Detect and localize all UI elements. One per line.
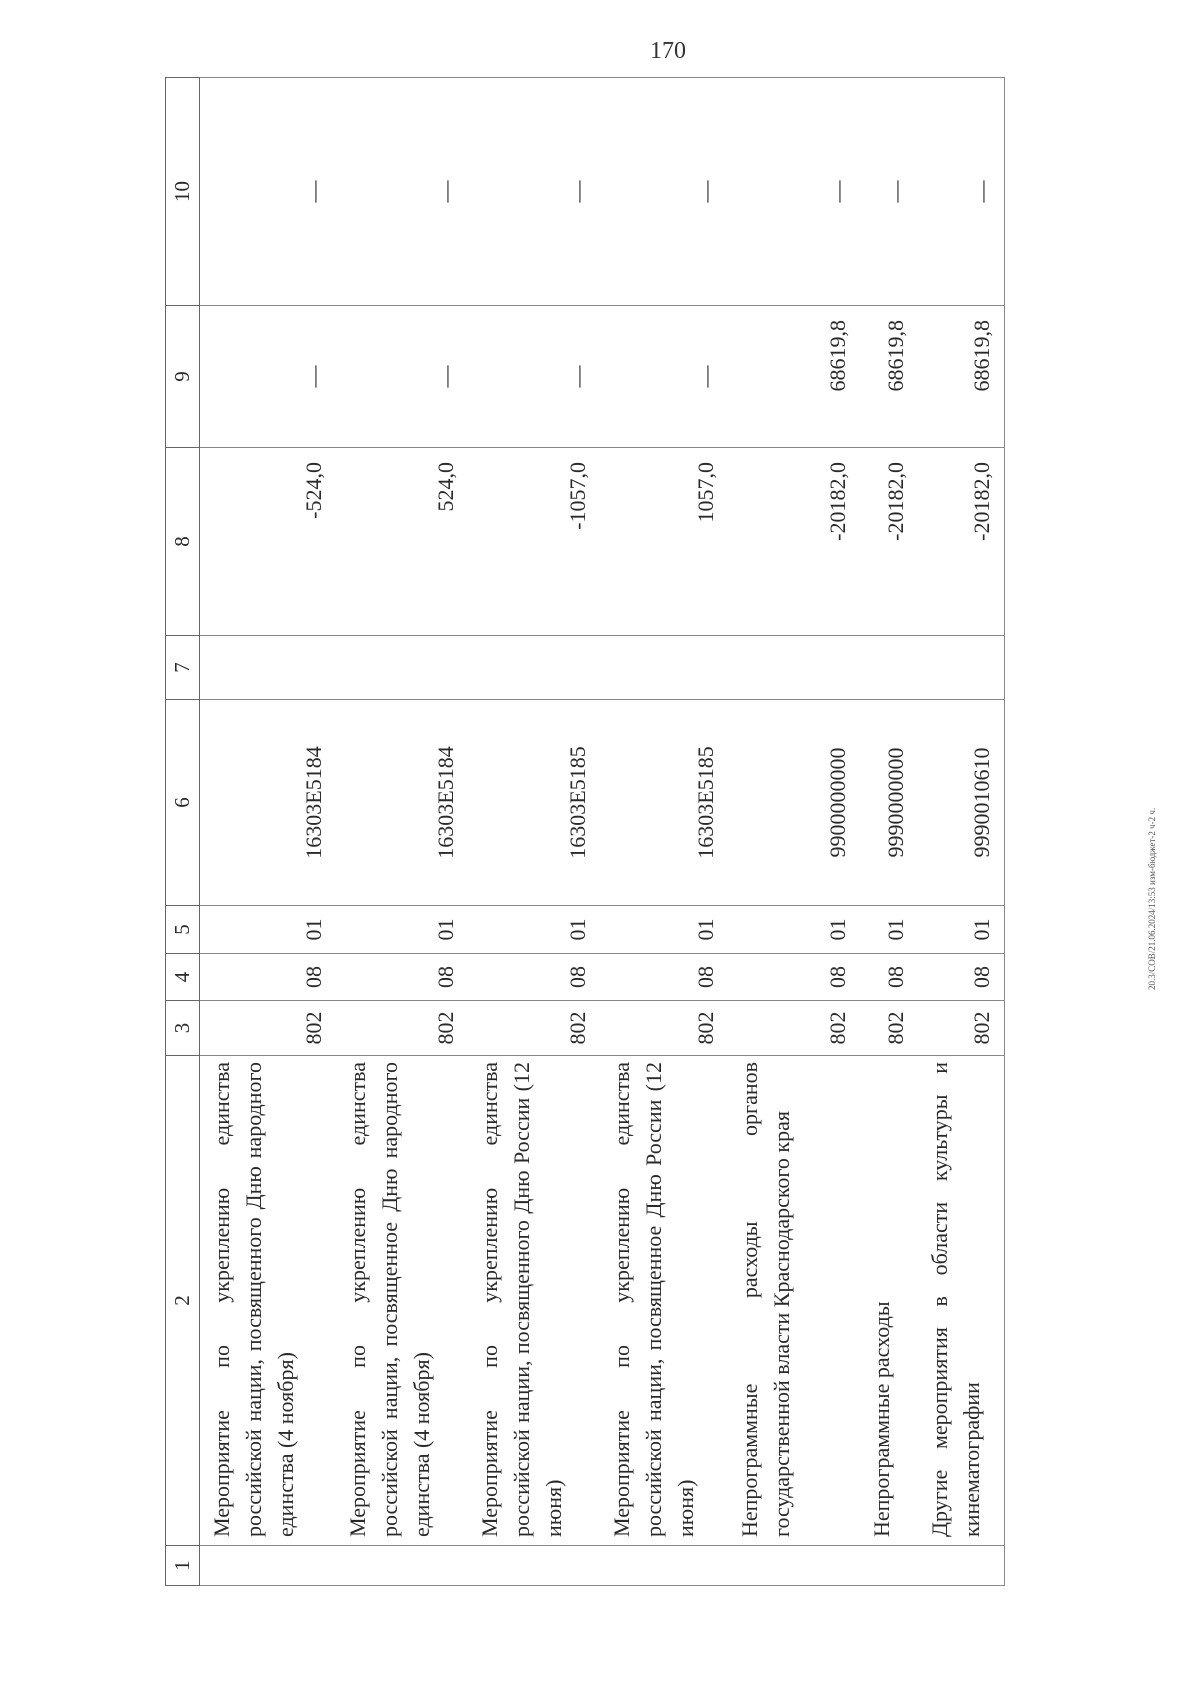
cell-amount-9: 68619,8 xyxy=(918,306,1005,448)
cell-vr xyxy=(200,636,336,700)
cell-name: Мероприятие по укреплению единства российской нации, посвященного Дню России (12 июня) xyxy=(468,1056,600,1546)
cell-amount-10: — xyxy=(468,78,600,306)
cell-amount-10: — xyxy=(336,78,468,306)
cell-csr: 9990010610 xyxy=(918,700,1005,906)
cell-col1 xyxy=(200,1546,336,1586)
cell-ved: 802 xyxy=(468,1001,600,1056)
cell-razdel: 08 xyxy=(918,954,1005,1001)
cell-amount-10: — xyxy=(728,78,860,306)
column-header: 5 xyxy=(166,906,200,954)
table-row xyxy=(468,78,600,1586)
cell-ved: 802 xyxy=(918,1001,1005,1056)
cell-col1 xyxy=(600,1546,728,1586)
cell-podrazdel: 01 xyxy=(918,906,1005,954)
cell-amount-8: -20182,0 xyxy=(728,448,860,636)
cell-vr xyxy=(600,636,728,700)
page-number: 170 xyxy=(650,38,686,64)
budget-table xyxy=(165,77,1005,1586)
column-header: 3 xyxy=(166,1001,200,1056)
cell-ved: 802 xyxy=(728,1001,860,1056)
cell-razdel: 08 xyxy=(336,954,468,1001)
cell-podrazdel: 01 xyxy=(200,906,336,954)
cell-vr xyxy=(918,636,1005,700)
cell-amount-9: — xyxy=(600,306,728,448)
cell-name: Непрограммные расходы органов государственной власти Краснодарского края xyxy=(728,1056,860,1546)
table-row xyxy=(918,78,1005,1586)
cell-podrazdel: 01 xyxy=(468,906,600,954)
cell-name: Другие мероприятия в области культуры и кинематографии xyxy=(918,1056,1005,1546)
table-row xyxy=(336,78,468,1586)
cell-podrazdel: 01 xyxy=(600,906,728,954)
cell-razdel: 08 xyxy=(728,954,860,1001)
rotated-table-container xyxy=(165,78,1003,1586)
cell-amount-8: 1057,0 xyxy=(600,448,728,636)
cell-ved: 802 xyxy=(860,1001,918,1056)
cell-podrazdel: 01 xyxy=(336,906,468,954)
cell-amount-8: -20182,0 xyxy=(860,448,918,636)
table-row xyxy=(600,78,728,1586)
cell-podrazdel: 01 xyxy=(860,906,918,954)
cell-ved: 802 xyxy=(200,1001,336,1056)
cell-amount-8: -20182,0 xyxy=(918,448,1005,636)
cell-ved: 802 xyxy=(600,1001,728,1056)
column-header: 4 xyxy=(166,954,200,1001)
cell-amount-9: — xyxy=(468,306,600,448)
cell-amount-9: — xyxy=(200,306,336,448)
cell-amount-9: 68619,8 xyxy=(860,306,918,448)
cell-vr xyxy=(336,636,468,700)
cell-razdel: 08 xyxy=(200,954,336,1001)
cell-amount-10: — xyxy=(860,78,918,306)
table-row xyxy=(728,78,860,1586)
column-header: 1 xyxy=(166,1546,200,1586)
cell-name: Мероприятие по укреплению единства российской нации, посвященное Дню России (12 июня) xyxy=(600,1056,728,1546)
cell-name: Мероприятие по укреплению единства российской нации, посвященного Дню народного единства (4 ноября) xyxy=(200,1056,336,1546)
cell-amount-8: -1057,0 xyxy=(468,448,600,636)
cell-amount-10: — xyxy=(200,78,336,306)
cell-name: Непрограммные расходы xyxy=(860,1056,918,1546)
cell-amount-10: — xyxy=(918,78,1005,306)
cell-col1 xyxy=(918,1546,1005,1586)
table-row xyxy=(200,78,336,1586)
cell-csr: 9900000000 xyxy=(728,700,860,906)
cell-amount-8: 524,0 xyxy=(336,448,468,636)
cell-csr: 9990000000 xyxy=(860,700,918,906)
cell-razdel: 08 xyxy=(600,954,728,1001)
cell-csr: 16303Е5184 xyxy=(336,700,468,906)
cell-vr xyxy=(860,636,918,700)
footer-code-text: 20.3/СОВ/21.06.2024/13:53 изм-бюджет-2 ч-2 ч. xyxy=(1147,807,1157,990)
cell-col1 xyxy=(728,1546,860,1586)
cell-amount-9: — xyxy=(336,306,468,448)
cell-podrazdel: 01 xyxy=(728,906,860,954)
cell-csr: 16303Е5184 xyxy=(200,700,336,906)
table-row xyxy=(860,78,918,1586)
cell-razdel: 08 xyxy=(860,954,918,1001)
column-header: 10 xyxy=(166,78,200,306)
cell-col1 xyxy=(468,1546,600,1586)
cell-csr: 16303Е5185 xyxy=(468,700,600,906)
cell-vr xyxy=(728,636,860,700)
cell-ved: 802 xyxy=(336,1001,468,1056)
table-header-row xyxy=(166,78,200,1586)
cell-amount-10: — xyxy=(600,78,728,306)
cell-col1 xyxy=(336,1546,468,1586)
column-header: 6 xyxy=(166,700,200,906)
cell-name: Мероприятие по укреплению единства российской нации, посвященное Дню народного единства (4 ноября) xyxy=(336,1056,468,1546)
cell-csr: 16303Е5185 xyxy=(600,700,728,906)
cell-col1 xyxy=(860,1546,918,1586)
column-header: 9 xyxy=(166,306,200,448)
cell-amount-8: -524,0 xyxy=(200,448,336,636)
column-header: 2 xyxy=(166,1056,200,1546)
cell-amount-9: 68619,8 xyxy=(728,306,860,448)
column-header: 7 xyxy=(166,636,200,700)
cell-vr xyxy=(468,636,600,700)
cell-razdel: 08 xyxy=(468,954,600,1001)
column-header: 8 xyxy=(166,448,200,636)
